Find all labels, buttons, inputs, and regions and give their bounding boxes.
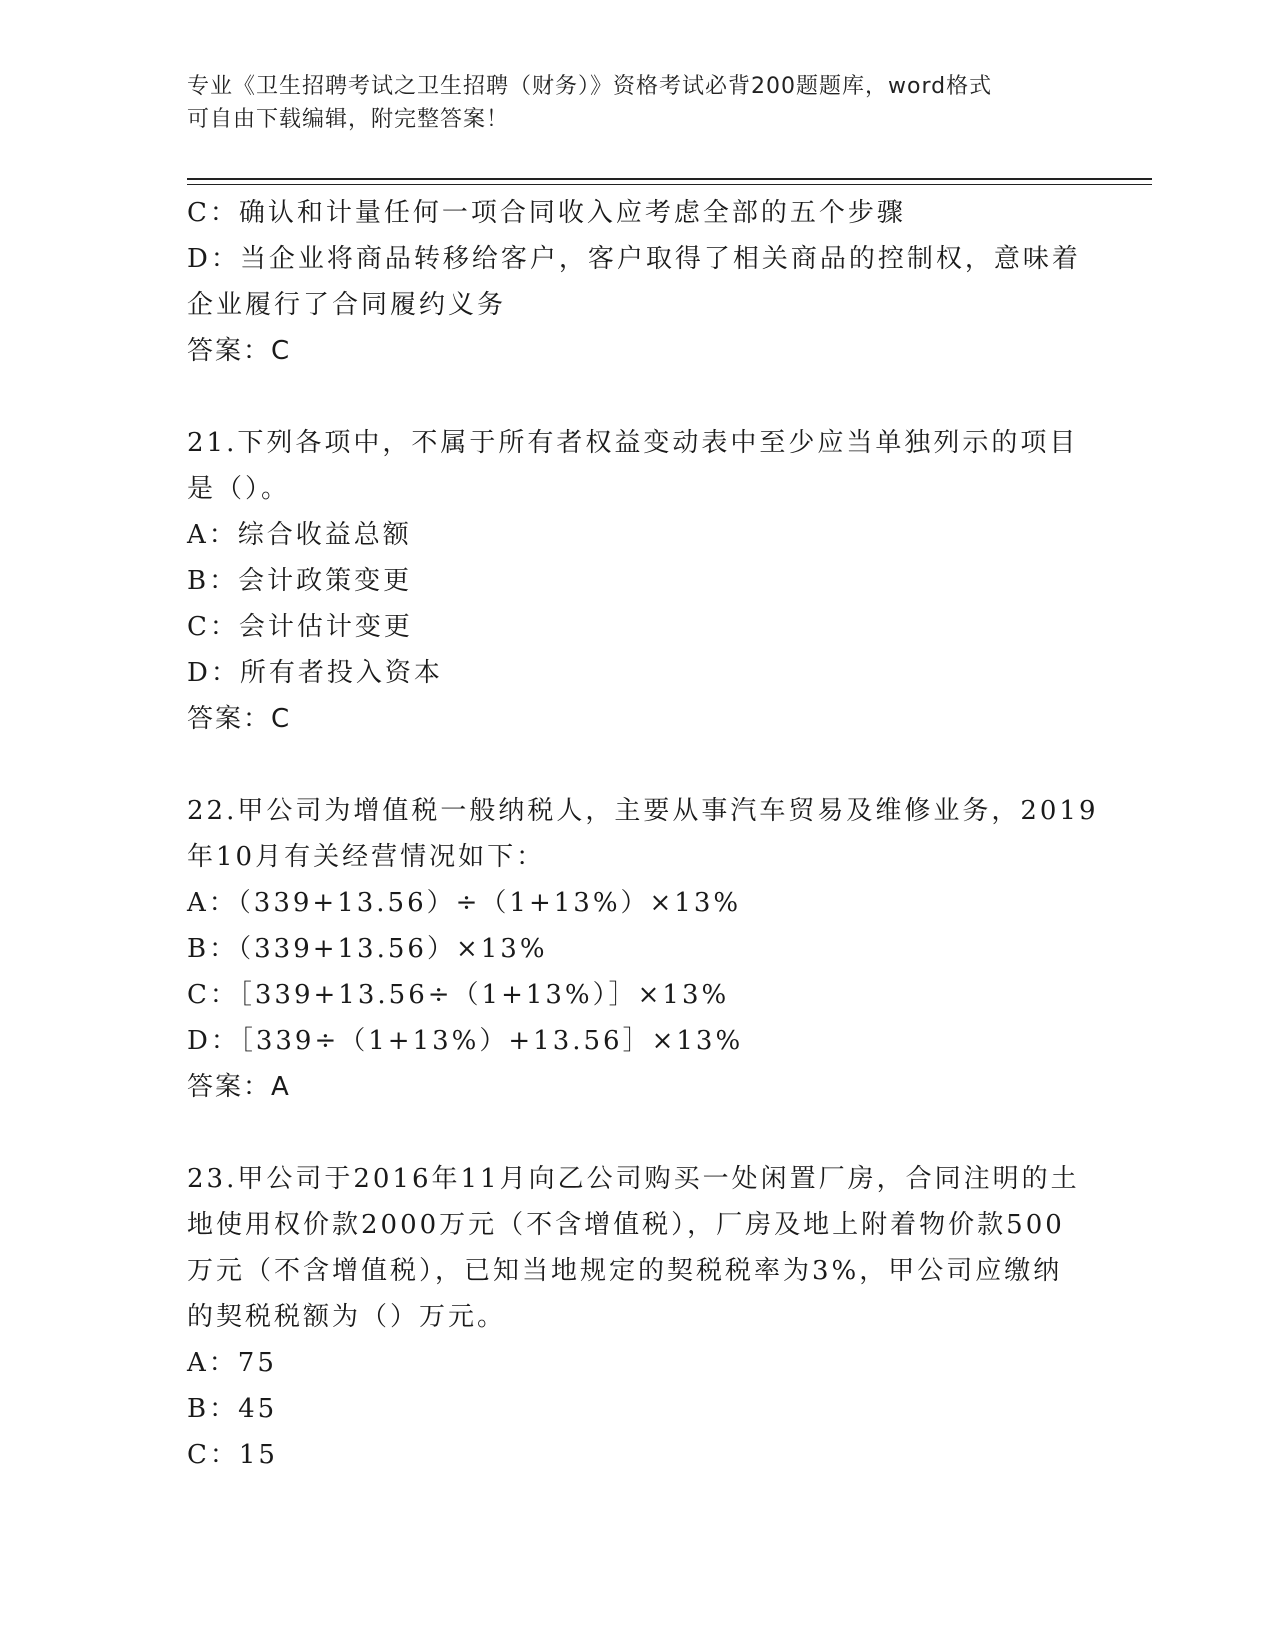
- spacer: [187, 374, 1087, 420]
- option-b: B：（339+13.56）×13%: [187, 934, 548, 964]
- document-header: [187, 70, 1067, 136]
- answer: 答案：C: [187, 336, 292, 366]
- option-d: D：所有者投入资本: [187, 658, 443, 688]
- spacer: [187, 742, 1087, 788]
- question-22: [187, 788, 1099, 1110]
- option-d: D：当企业将商品转移给客户，客户取得了相关商品的控制权，意味着: [187, 244, 1081, 274]
- question-23: [187, 1156, 1087, 1478]
- option-c: C：确认和计量任何一项合同收入应考虑全部的五个步骤: [187, 198, 906, 228]
- option-c: C：［339+13.56÷（1+13%）］×13%: [187, 980, 730, 1010]
- option-a: A：综合收益总额: [187, 520, 412, 550]
- question-stem-continued: 万元（不含增值税），已知当地规定的契税税率为3%，甲公司应缴纳: [187, 1256, 1063, 1286]
- header-line-1: 专业《卫生招聘考试之卫生招聘（财务）》资格考试必背200题题库，word格式: [187, 74, 993, 99]
- header-line-2: 可自由下载编辑，附完整答案！: [187, 107, 510, 132]
- answer: 答案：A: [187, 1072, 291, 1102]
- question-stem: 23.甲公司于2016年11月向乙公司购买一处闲置厂房，合同注明的土: [187, 1164, 1080, 1194]
- option-b: B：会计政策变更: [187, 566, 413, 596]
- option-b: B：45: [187, 1394, 278, 1424]
- question-stem-continued: 是（）。: [187, 474, 291, 504]
- question-20-tail: [187, 190, 1087, 374]
- header-rule-thin: [187, 184, 1152, 185]
- question-stem: 22.甲公司为增值税一般纳税人，主要从事汽车贸易及维修业务，2019: [187, 796, 1099, 826]
- spacer: [187, 1110, 1087, 1156]
- option-d-continued: 企业履行了合同履约义务: [187, 290, 507, 320]
- question-21: [187, 420, 1087, 742]
- question-content: [187, 190, 1099, 1478]
- option-c: C：会计估计变更: [187, 612, 413, 642]
- option-c: C：15: [187, 1440, 278, 1470]
- question-stem: 21.下列各项中，不属于所有者权益变动表中至少应当单独列示的项目: [187, 428, 1079, 458]
- question-stem-continued: 年10月有关经营情况如下：: [187, 842, 546, 872]
- answer: 答案：C: [187, 704, 292, 734]
- question-stem-continued: 的契税税额为（）万元。: [187, 1302, 507, 1332]
- option-d: D：［339÷（1+13%）+13.56］×13%: [187, 1026, 744, 1056]
- question-stem-continued: 地使用权价款2000万元（不含增值税），厂房及地上附着物价款500: [187, 1210, 1065, 1240]
- option-a: A：（339+13.56）÷（1+13%）×13%: [187, 888, 742, 918]
- option-a: A：75: [187, 1348, 277, 1378]
- header-rule-thick: [187, 178, 1152, 180]
